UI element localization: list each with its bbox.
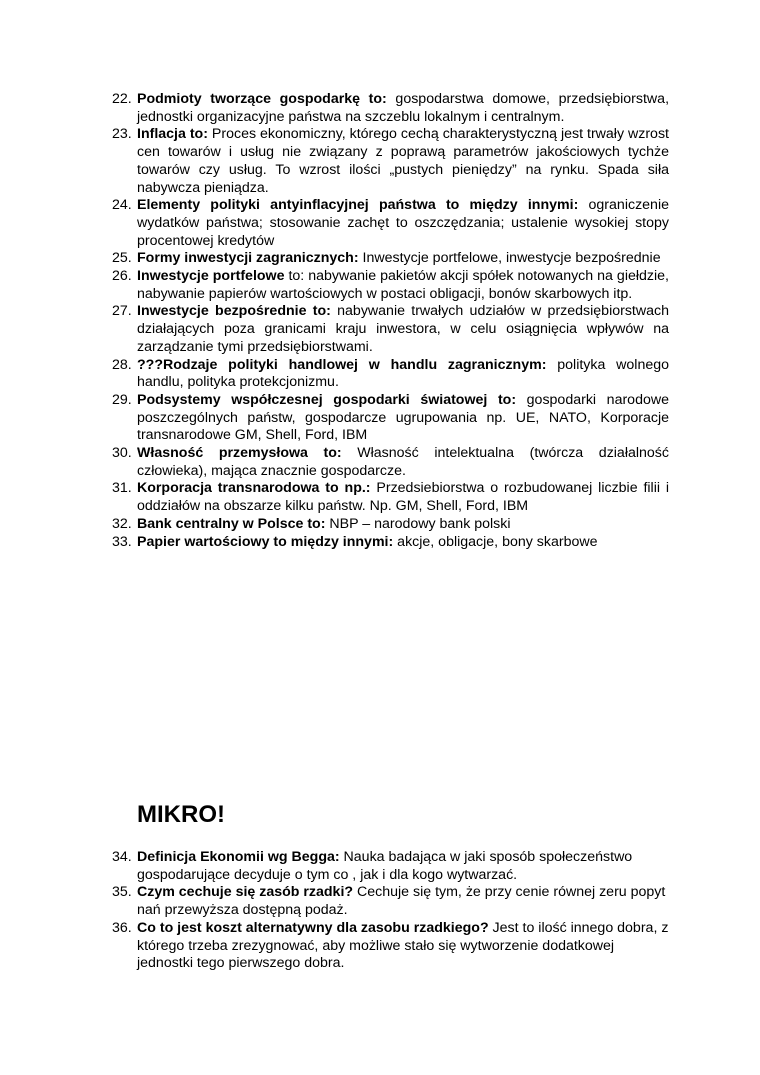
- item-number: 33.: [112, 533, 132, 550]
- item-number: 22.: [112, 91, 132, 107]
- item-term: Inflacja to:: [137, 126, 208, 143]
- list-item: [112, 250, 669, 268]
- list-item: [112, 197, 669, 250]
- item-text: Jest to ilość innego dobra, z którego trzeba zrezygnować, aby możliwe stało się wytworzenie dodatkowej jednostki tego pierwszego dobra.: [137, 919, 669, 972]
- macro-definitions-list: [112, 91, 669, 551]
- item-term: Inwestycje portfelowe: [137, 268, 285, 285]
- item-text: Inwestycje portfelowe, inwestycje bezpośrednie: [358, 250, 661, 267]
- item-text: Własność intelektualna (twórcza działalność człowieka), mająca znacznie gospodarcze.: [137, 445, 669, 479]
- item-number: 27.: [112, 303, 132, 320]
- item-term: Podsystemy współczesnej gospodarki światowej to:: [137, 391, 517, 408]
- item-text: gospodarki narodowe poszczególnych państw, gospodarcze ugrupowania np. UE, NATO, Korporacje transnarodowe GM, Shell, Ford, IBM: [137, 391, 669, 444]
- list-item: [112, 516, 669, 534]
- list-item: [112, 884, 669, 919]
- list-item: [112, 126, 669, 197]
- item-number: 32.: [112, 515, 132, 532]
- list-item: [112, 357, 669, 392]
- item-term: Papier wartościowy to między innymi:: [137, 533, 394, 550]
- item-number: 31.: [112, 480, 132, 497]
- item-text: akcje, obligacje, bony skarbowe: [393, 533, 598, 550]
- item-term: Bank centralny w Polsce to:: [137, 515, 326, 532]
- item-text: gospodarstwa domowe, przedsiębiorstwa, jednostki organizacyjne państwa na szczeblu lokalnym i centralnym.: [137, 91, 670, 125]
- item-number: 26.: [112, 268, 132, 285]
- item-number: 30.: [112, 445, 132, 462]
- list-item: [112, 534, 669, 552]
- list-item: [112, 480, 669, 515]
- item-term: ???Rodzaje polityki handlowej w handlu zagranicznym:: [137, 356, 547, 373]
- item-number: 23.: [112, 126, 132, 143]
- item-number: 36.: [112, 919, 132, 936]
- list-item: [112, 392, 669, 445]
- list-item: [112, 920, 669, 973]
- list-item: [112, 445, 669, 480]
- item-number: 24.: [112, 197, 132, 214]
- item-term: Podmioty tworzące gospodarkę to:: [137, 91, 387, 107]
- item-term: Elementy polityki antyinflacyjnej państwa to między innymi:: [137, 197, 579, 214]
- item-number: 28.: [112, 356, 132, 373]
- item-text: nabywanie trwałych udziałów w przedsiębiorstwach działających poza granicami kraju inwestora, w celu osiągnięcia wpływów na zarządzanie tymi przedsiębiorstwami.: [137, 303, 669, 355]
- item-term: Inwestycje bezpośrednie to:: [137, 303, 331, 320]
- item-text: NBP – narodowy bank polski: [325, 515, 511, 532]
- item-text: polityka wolnego handlu, polityka protekcjonizmu.: [137, 356, 670, 391]
- micro-definitions-list: [112, 849, 669, 973]
- item-number: 29.: [112, 391, 132, 408]
- list-item: [112, 849, 669, 884]
- list-item: [112, 268, 669, 303]
- item-text: ograniczenie wydatków państwa; stosowanie zachęt to oszczędzania; ustalenie wysokiej stopy procentowej kredytów: [137, 197, 669, 249]
- item-text: Cechuje się tym, że przy cenie równej zeru popyt nań przewyższa dostępną podaż.: [137, 884, 666, 919]
- list-item: [112, 91, 669, 126]
- item-text: to: nabywanie pakietów akcji spółek notowanych na giełdzie, nabywanie papierów wartościowych w postaci obligacji, bonów skarbowych itp.: [137, 268, 669, 302]
- item-number: 25.: [112, 250, 132, 267]
- item-text: Przedsiebiorstwa o rozbudowanej liczbie filii i oddziałów na obszarze kilku państw. Np. GM, Shell, Ford, IBM: [137, 480, 669, 515]
- item-term: Definicja Ekonomii wg Begga:: [137, 849, 340, 865]
- item-term: Korporacja transnarodowa to np.:: [137, 480, 371, 497]
- item-number: 35.: [112, 884, 132, 901]
- list-item: [112, 303, 669, 356]
- section-heading: MIKRO!: [137, 801, 225, 828]
- item-text: Nauka badająca w jaki sposób społeczeństwo gospodarujące decyduje o tym co , jak i dla kogo wytwarzać.: [137, 849, 633, 883]
- item-term: Czym cechuje się zasób rzadki?: [137, 884, 354, 901]
- item-term: Formy inwestycji zagranicznych:: [137, 250, 359, 267]
- item-number: 34.: [112, 849, 132, 865]
- item-text: Proces ekonomiczny, którego cechą charakterystyczną jest trwały wzrost cen towarów i usług nie związany z poprawą parametrów jakościowych tychże towarów czy usług. To wzrost ilości „pustych pieniędzy” na rynku. Spada siła nabywcza pieniądza.: [137, 126, 669, 196]
- item-term: Własność przemysłowa to:: [137, 445, 342, 462]
- item-term: Co to jest koszt alternatywny dla zasobu rzadkiego?: [137, 919, 489, 936]
